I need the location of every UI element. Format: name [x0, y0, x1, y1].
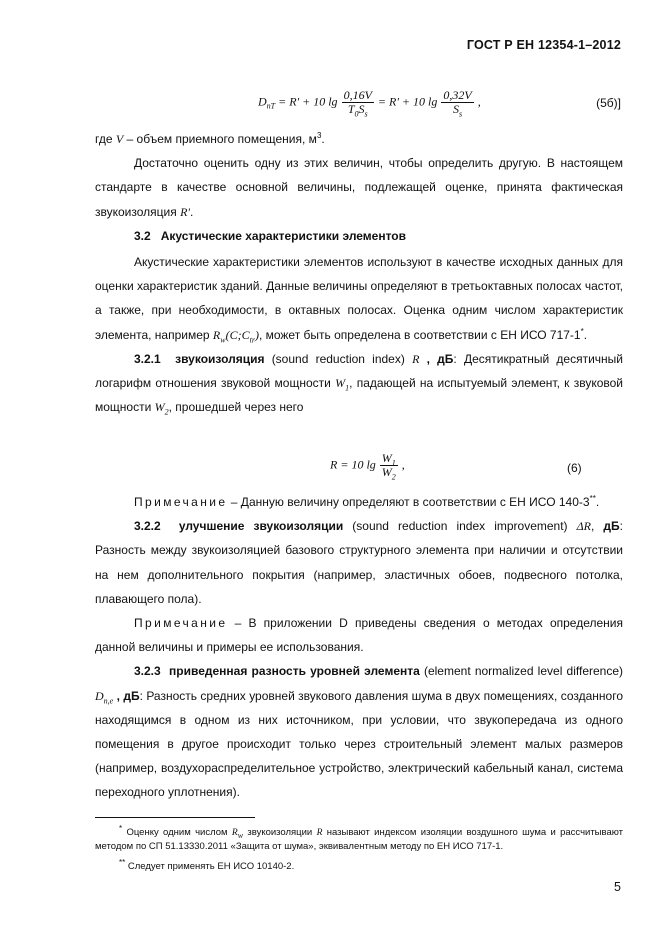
term-3-2-2: 3.2.2 улучшение звукоизоляции (sound reduction index improvement) ΔR, дБ: Разность между звукоизоляцией базового структурного элемента при наличии и отсутствии на нем дополнительного покрытия (например, эластичных обоев, подвесного потолка, плавающего пола). — [95, 519, 623, 606]
formula-6-number: (6) — [567, 461, 582, 475]
standard-header: ГОСТ Р ЕН 12354-1–2012 — [466, 38, 621, 52]
text-block-3 — [95, 490, 623, 805]
term-3-2-3: 3.2.3 приведенная разность уровней элемента (element normalized level difference) $D_{n,e}$ , дБ: Разность средних уровней звукового давления шума в двух помещениях, созданного находящимся в одном из них источником, при условии, что звукопередача из одного помещения в другое происходит только через строительный элемент малых размеров (например, воздухораспределительное устройство, электрический кабельный канал, система переходного уплотнения). — [95, 664, 624, 800]
where-v-line: где V – объем приемного помещения, $м^3$. — [95, 131, 325, 146]
footnote-2: ** Следует применять ЕН ИСО 10140-2. — [119, 857, 295, 872]
formula-5b: $D_{nT} = R' + 10$ lg $\frac{0,16V}{T_0S_s}$ = R' + 10 lg $\frac{0,32V}{S_s}$ , — [258, 88, 481, 119]
note-1: Примечание – Данную величину определяют в соответствии с ЕН ИСО 140-3**. — [134, 494, 600, 509]
text-block-1 — [95, 127, 623, 248]
page-number: 5 — [614, 880, 621, 894]
note-2: Примечание – В приложении D приведены сведения о методах определения данной величины и примеры ее использования. — [95, 616, 623, 655]
para-acoustic: Акустические характеристики элементов используют в качестве исходных данных для оценки характеристик зданий. Данные величины определяют в третьоктавных полосах частот, а также, при необходимости, в октавных полосах. Оценка одним числом характеристик элемента, например $R_w(C;C_{tr})$, может быть определена в соответствии с ЕН ИСО 717-1*. — [95, 255, 624, 344]
formula-6: R = 10 lg $\frac{W_1}{W_2}$ , — [330, 451, 405, 482]
footnote-separator — [95, 817, 255, 818]
section-3-2-heading: 3.2 Акустические характеристики элементов — [134, 228, 407, 243]
formula-5b-number: (5б)] — [596, 96, 621, 110]
para-estimate: Достаточно оценить одну из этих величин, чтобы определить другую. В настоящем стандарте в качестве основной величины, подлежащей оценке, принята фактическая звукоизоляция R'. — [95, 156, 623, 219]
footnote-1: * Оценку одним числом $R_w$ звукоизоляции R называют индексом изоляции воздушного шума и рассчитывают методом по СП 51.13330.2011 «Защита от шума», эквивалентным методу по ЕН ИСО 717-1. — [95, 823, 624, 852]
text-block-2 — [95, 250, 623, 419]
term-3-2-1: 3.2.1 звукоизоляция (sound reduction index) R , дБ: Десятикратный десятичный логарифм отношения звуковой мощности $W_1$, падающей на испытуемый элемент, к звуковой мощности $W_2$, прошедшей через него — [95, 351, 624, 417]
